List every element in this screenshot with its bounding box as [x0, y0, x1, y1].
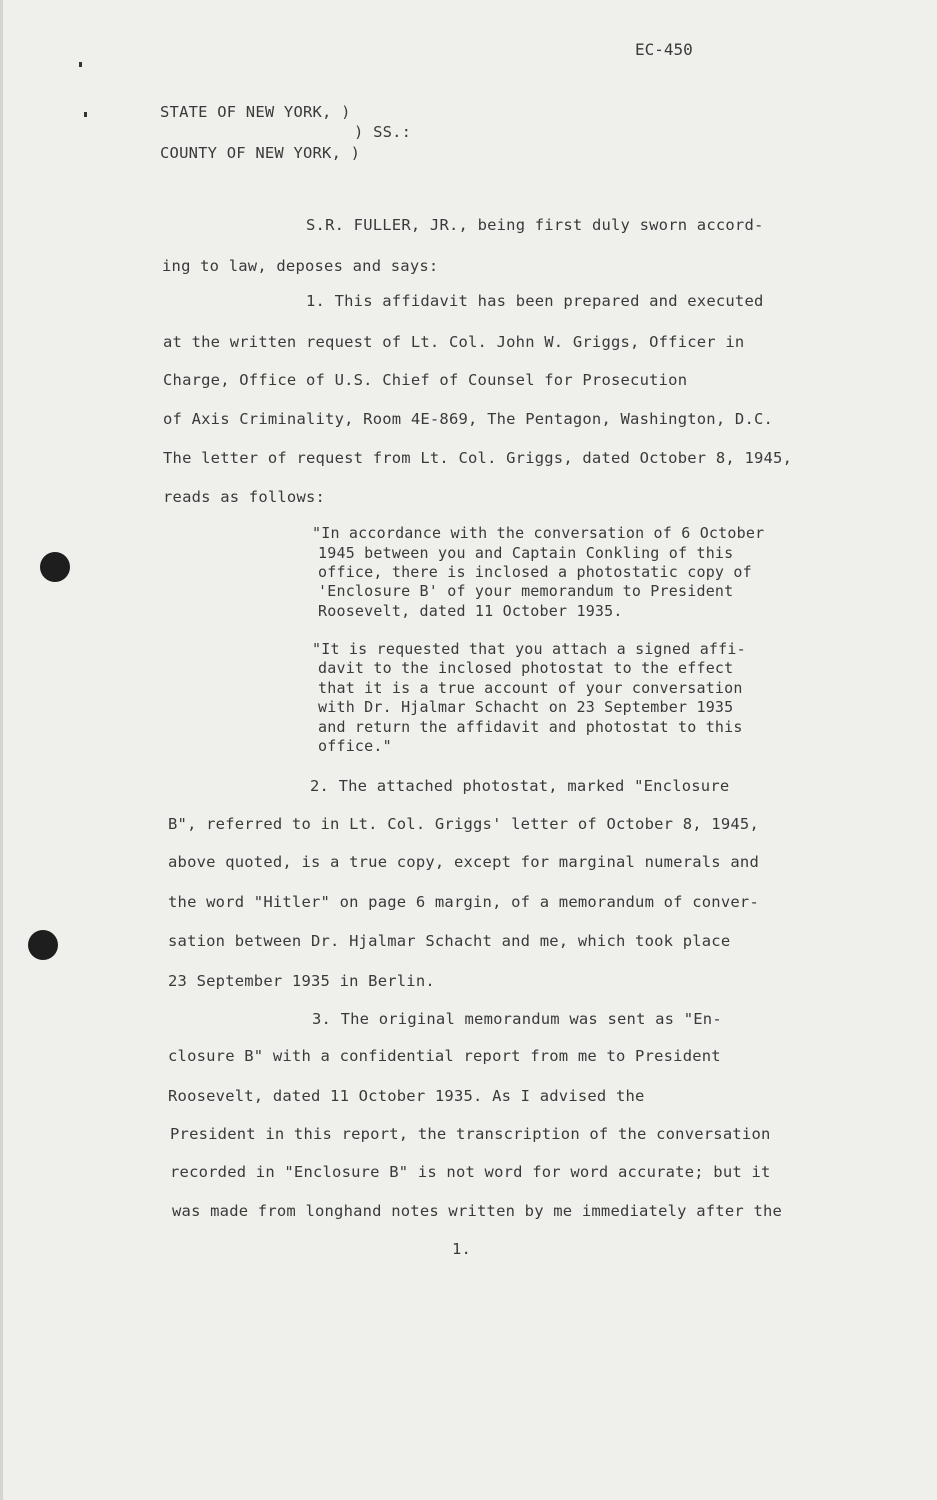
venue-county: COUNTY OF NEW YORK, ) — [160, 144, 361, 162]
quote1-line: "In accordance with the conversation of 6 October — [312, 524, 765, 542]
para1-line: of Axis Criminality, Room 4E-869, The Pentagon, Washington, D.C. — [163, 410, 774, 428]
para3-line: recorded in "Enclosure B" is not word for word accurate; but it — [170, 1163, 771, 1181]
para2-line: the word "Hitler" on page 6 margin, of a memorandum of conver- — [168, 893, 759, 911]
punch-hole — [28, 930, 58, 960]
quote2-line: and return the affidavit and photostat to this — [318, 718, 743, 736]
para2-line: above quoted, is a true copy, except for marginal numerals and — [168, 853, 759, 871]
para1-line: reads as follows: — [163, 488, 326, 506]
punch-hole — [40, 552, 70, 582]
quote2-line: davit to the inclosed photostat to the effect — [318, 659, 734, 677]
para3-line: President in this report, the transcription of the conversation — [170, 1125, 771, 1143]
intro-line: ing to law, deposes and says: — [162, 257, 439, 275]
venue-state: STATE OF NEW YORK, ) — [160, 103, 351, 121]
quote1-line: office, there is inclosed a photostatic copy of — [318, 563, 752, 581]
para2-line: 23 September 1935 in Berlin. — [168, 972, 435, 990]
intro-line: S.R. FULLER, JR., being first duly sworn accord- — [306, 216, 764, 234]
para3-line: was made from longhand notes written by me immediately after the — [172, 1202, 783, 1220]
margin-mark — [84, 112, 87, 117]
para2-line: B", referred to in Lt. Col. Griggs' letter of October 8, 1945, — [168, 815, 759, 833]
para1-line: 1. This affidavit has been prepared and executed — [306, 292, 764, 310]
para3-line: 3. The original memorandum was sent as "En- — [312, 1010, 722, 1028]
quote1-line: 'Enclosure B' of your memorandum to President — [318, 582, 734, 600]
quote2-line: with Dr. Hjalmar Schacht on 23 September 1935 — [318, 698, 734, 716]
para3-line: Roosevelt, dated 11 October 1935. As I advised the — [168, 1087, 645, 1105]
quote2-line: "It is requested that you attach a signed affi- — [312, 640, 746, 658]
quote1-line: 1945 between you and Captain Conkling of this — [318, 544, 734, 562]
quote2-line: that it is a true account of your conversation — [318, 679, 743, 697]
document-id: EC-450 — [635, 40, 693, 59]
para1-line: Charge, Office of U.S. Chief of Counsel for Prosecution — [163, 371, 688, 389]
para1-line: The letter of request from Lt. Col. Griggs, dated October 8, 1945, — [163, 449, 793, 467]
page-number: 1. — [452, 1240, 472, 1258]
margin-mark — [79, 62, 82, 67]
quote1-line: Roosevelt, dated 11 October 1935. — [318, 602, 623, 620]
quote2-line: office." — [318, 737, 392, 755]
page-edge — [0, 0, 3, 1500]
para3-line: closure B" with a confidential report from me to President — [168, 1047, 721, 1065]
venue-ss: ) SS.: — [354, 123, 412, 141]
para2-line: 2. The attached photostat, marked "Enclosure — [310, 777, 730, 795]
para2-line: sation between Dr. Hjalmar Schacht and me, which took place — [168, 932, 731, 950]
para1-line: at the written request of Lt. Col. John W. Griggs, Officer in — [163, 333, 745, 351]
